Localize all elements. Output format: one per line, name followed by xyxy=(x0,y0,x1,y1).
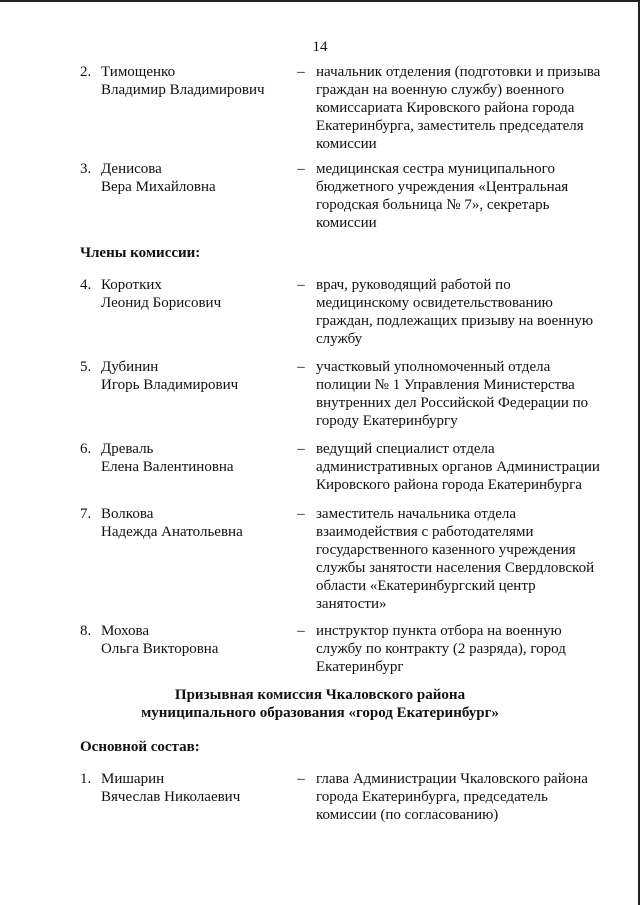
commission-title-line: Призывная комиссия Чкаловского района xyxy=(174,687,466,703)
description-line: инструктор пункта отбора на военную xyxy=(316,623,562,639)
description-line: граждан на военную службу) военного xyxy=(316,82,565,98)
description-line: комиссии (по согласованию) xyxy=(316,807,499,823)
entry-number: 2. xyxy=(80,64,92,80)
surname: Дубинин xyxy=(101,359,159,375)
entry-number: 4. xyxy=(80,277,92,293)
description-line: Екатеринбург xyxy=(316,659,404,675)
description-line: комиссии xyxy=(316,215,377,231)
given-names: Игорь Владимирович xyxy=(101,377,239,393)
description-line: службу по контракту (2 разряда), город xyxy=(316,641,566,657)
entry-number: 6. xyxy=(80,441,92,457)
entry-dash: – xyxy=(297,506,305,522)
entry-dash: – xyxy=(297,161,305,177)
description-line: области «Екатеринбургский центр xyxy=(316,578,536,594)
description-line: граждан, подлежащих призыву на военную xyxy=(316,313,594,329)
entry-dash: – xyxy=(297,441,305,457)
entry-name xyxy=(101,160,291,196)
description-line: медицинская сестра муниципального xyxy=(316,161,555,177)
surname: Мохова xyxy=(101,623,150,639)
entry-dash: – xyxy=(297,359,305,375)
members-heading: Члены комиссии: xyxy=(80,245,201,261)
description-line: города Екатеринбурга, председатель xyxy=(316,789,548,805)
description-line: службу xyxy=(316,331,363,347)
entry-description xyxy=(316,160,608,232)
description-line: ведущий специалист отдела xyxy=(316,441,495,457)
surname: Древаль xyxy=(101,441,154,457)
commission-title-line: муниципального образования «город Екатеринбург» xyxy=(141,705,499,721)
entry-name xyxy=(101,276,291,312)
given-names: Ольга Викторовна xyxy=(101,641,219,657)
entry-description xyxy=(316,770,608,824)
description-line: заместитель начальника отдела xyxy=(316,506,516,522)
entry-name xyxy=(101,440,291,476)
entry-description xyxy=(316,505,608,613)
entry-description xyxy=(316,440,608,494)
entry-number: 3. xyxy=(80,161,92,177)
surname: Волкова xyxy=(101,506,154,522)
entry-name xyxy=(101,358,291,394)
entry-dash: – xyxy=(297,771,305,787)
entry-name xyxy=(101,505,291,541)
entry-description xyxy=(316,358,608,430)
entry-dash: – xyxy=(297,64,305,80)
surname: Коротких xyxy=(101,277,162,293)
surname: Тимощенко xyxy=(101,64,176,80)
entry-description xyxy=(316,63,608,153)
description-line: начальник отделения (подготовки и призыва xyxy=(316,64,601,80)
description-line: внутренних дел Российской Федерации по xyxy=(316,395,589,411)
entry-number: 5. xyxy=(80,359,92,375)
description-line: комиссариата Кировского района города xyxy=(316,100,575,116)
entry-dash: – xyxy=(297,277,305,293)
description-line: взаимодействия с работодателями xyxy=(316,524,534,540)
description-line: полиции № 1 Управления Министерства xyxy=(316,377,575,393)
given-names: Леонид Борисович xyxy=(101,295,222,311)
entry-dash: – xyxy=(297,623,305,639)
entry-description xyxy=(316,276,608,348)
entry-name xyxy=(101,63,291,99)
description-line: городская больница № 7», секретарь xyxy=(316,197,550,213)
surname: Мишарин xyxy=(101,771,165,787)
description-line: Екатеринбурга, заместитель председателя xyxy=(316,118,584,134)
description-line: административных органов Администрации xyxy=(316,459,600,475)
entry-number: 7. xyxy=(80,506,92,522)
description-line: государственного казенного учреждения xyxy=(316,542,576,558)
description-line: медицинскому освидетельствованию xyxy=(316,295,553,311)
given-names: Вячеслав Николаевич xyxy=(101,789,241,805)
description-line: участковый уполномоченный отдела xyxy=(316,359,551,375)
entry-number: 8. xyxy=(80,623,92,639)
scan-border-top xyxy=(0,0,640,2)
description-line: службы занятости населения Свердловской xyxy=(316,560,595,576)
description-line: врач, руководящий работой по xyxy=(316,277,511,293)
surname: Денисова xyxy=(101,161,162,177)
entry-name xyxy=(101,770,291,806)
page-number: 14 xyxy=(312,39,328,55)
description-line: бюджетного учреждения «Центральная xyxy=(316,179,569,195)
commission-title xyxy=(0,686,640,722)
given-names: Владимир Владимирович xyxy=(101,82,265,98)
entry-name xyxy=(101,622,291,658)
given-names: Елена Валентиновна xyxy=(101,459,234,475)
description-line: занятости» xyxy=(316,596,387,612)
description-line: Кировского района города Екатеринбурга xyxy=(316,477,582,493)
entry-number: 1. xyxy=(80,771,92,787)
main-composition-heading: Основной состав: xyxy=(80,739,200,755)
given-names: Надежда Анатольевна xyxy=(101,524,243,540)
given-names: Вера Михайловна xyxy=(101,179,216,195)
description-line: глава Администрации Чкаловского района xyxy=(316,771,588,787)
description-line: городу Екатеринбургу xyxy=(316,413,458,429)
description-line: комиссии xyxy=(316,136,377,152)
entry-description xyxy=(316,622,608,676)
